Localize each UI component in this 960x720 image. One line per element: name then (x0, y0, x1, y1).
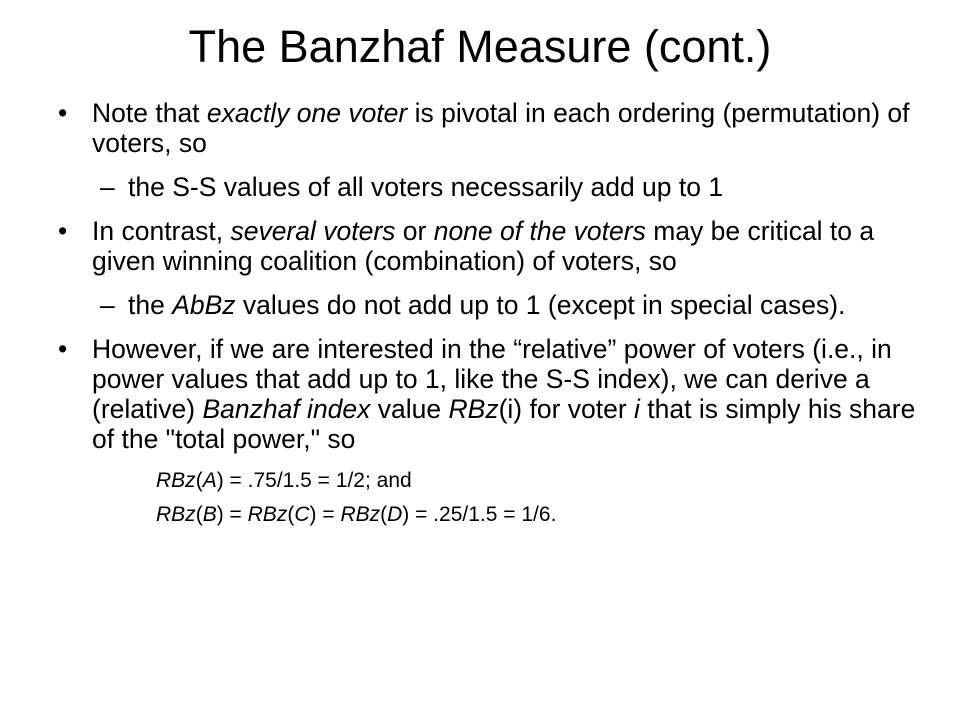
text-run: ( (195, 503, 203, 526)
subbullet-ss-values (56, 172, 916, 202)
bullet-mark: • (58, 98, 68, 128)
text-run: the (128, 290, 173, 320)
text-run: (i) for voter (498, 394, 635, 424)
emphasis-run: none of the voters (433, 216, 646, 246)
bullet-pivotal-voter (56, 98, 916, 158)
text-run: ) = (309, 503, 341, 526)
text-run: ( (287, 503, 295, 526)
text-run: value (370, 394, 449, 424)
dash-mark: – (100, 172, 115, 202)
text-run: ( (380, 503, 388, 526)
equation-rbz-bcd (56, 502, 916, 528)
bullet-relative-power (56, 334, 916, 454)
text-run: ) = .25/1.5 = 1/6. (402, 503, 557, 526)
emphasis-run: RBz (340, 503, 381, 526)
emphasis-run: D (387, 503, 403, 526)
emphasis-run: RBz (247, 503, 288, 526)
equation-rbz-a (56, 468, 916, 494)
emphasis-run: C (294, 503, 310, 526)
text-run: ) = (216, 503, 248, 526)
text-run: ( (195, 469, 203, 492)
emphasis-run: RBz (448, 394, 499, 424)
slide-body (56, 98, 916, 536)
bullet-mark: • (58, 216, 68, 246)
text-run: may be critical to a given winning coalition (combination) of voters, so (92, 216, 875, 276)
text-run: the S-S values of all voters necessarily add up to 1 (128, 172, 724, 202)
dash-mark: – (100, 290, 115, 320)
bullet-critical-voters (56, 216, 916, 276)
text-run: ) = .75/1.5 = 1/2; and (216, 469, 412, 492)
text-run: values do not add up to 1 (except in special cases). (235, 290, 846, 320)
emphasis-run: RBz (156, 503, 196, 526)
emphasis-run: i (634, 394, 640, 424)
emphasis-run: RBz (156, 469, 196, 492)
bullet-mark: • (58, 334, 68, 364)
emphasis-run: AbBz (172, 290, 236, 320)
text-run: that is simply his share of the "total power," so (92, 394, 916, 454)
text-run: or (395, 216, 434, 246)
slide-title: The Banzhaf Measure (cont.) (188, 21, 772, 72)
emphasis-run: several voters (230, 216, 396, 246)
emphasis-run: Banzhaf index (202, 394, 371, 424)
emphasis-run: A (202, 469, 217, 492)
text-run: In contrast, (92, 216, 231, 246)
emphasis-run: exactly one voter (206, 98, 408, 128)
emphasis-run: B (202, 503, 217, 526)
text-run: Note that (92, 98, 207, 128)
text-run: is pivotal in each ordering (permutation) of voters, so (92, 98, 910, 158)
text-run: However, if we are interested in the “relative” power of voters (i.e., in power values that add up to 1, like the S-S index), we can derive a (relative) (92, 334, 892, 424)
subbullet-abbz-values (56, 290, 916, 320)
